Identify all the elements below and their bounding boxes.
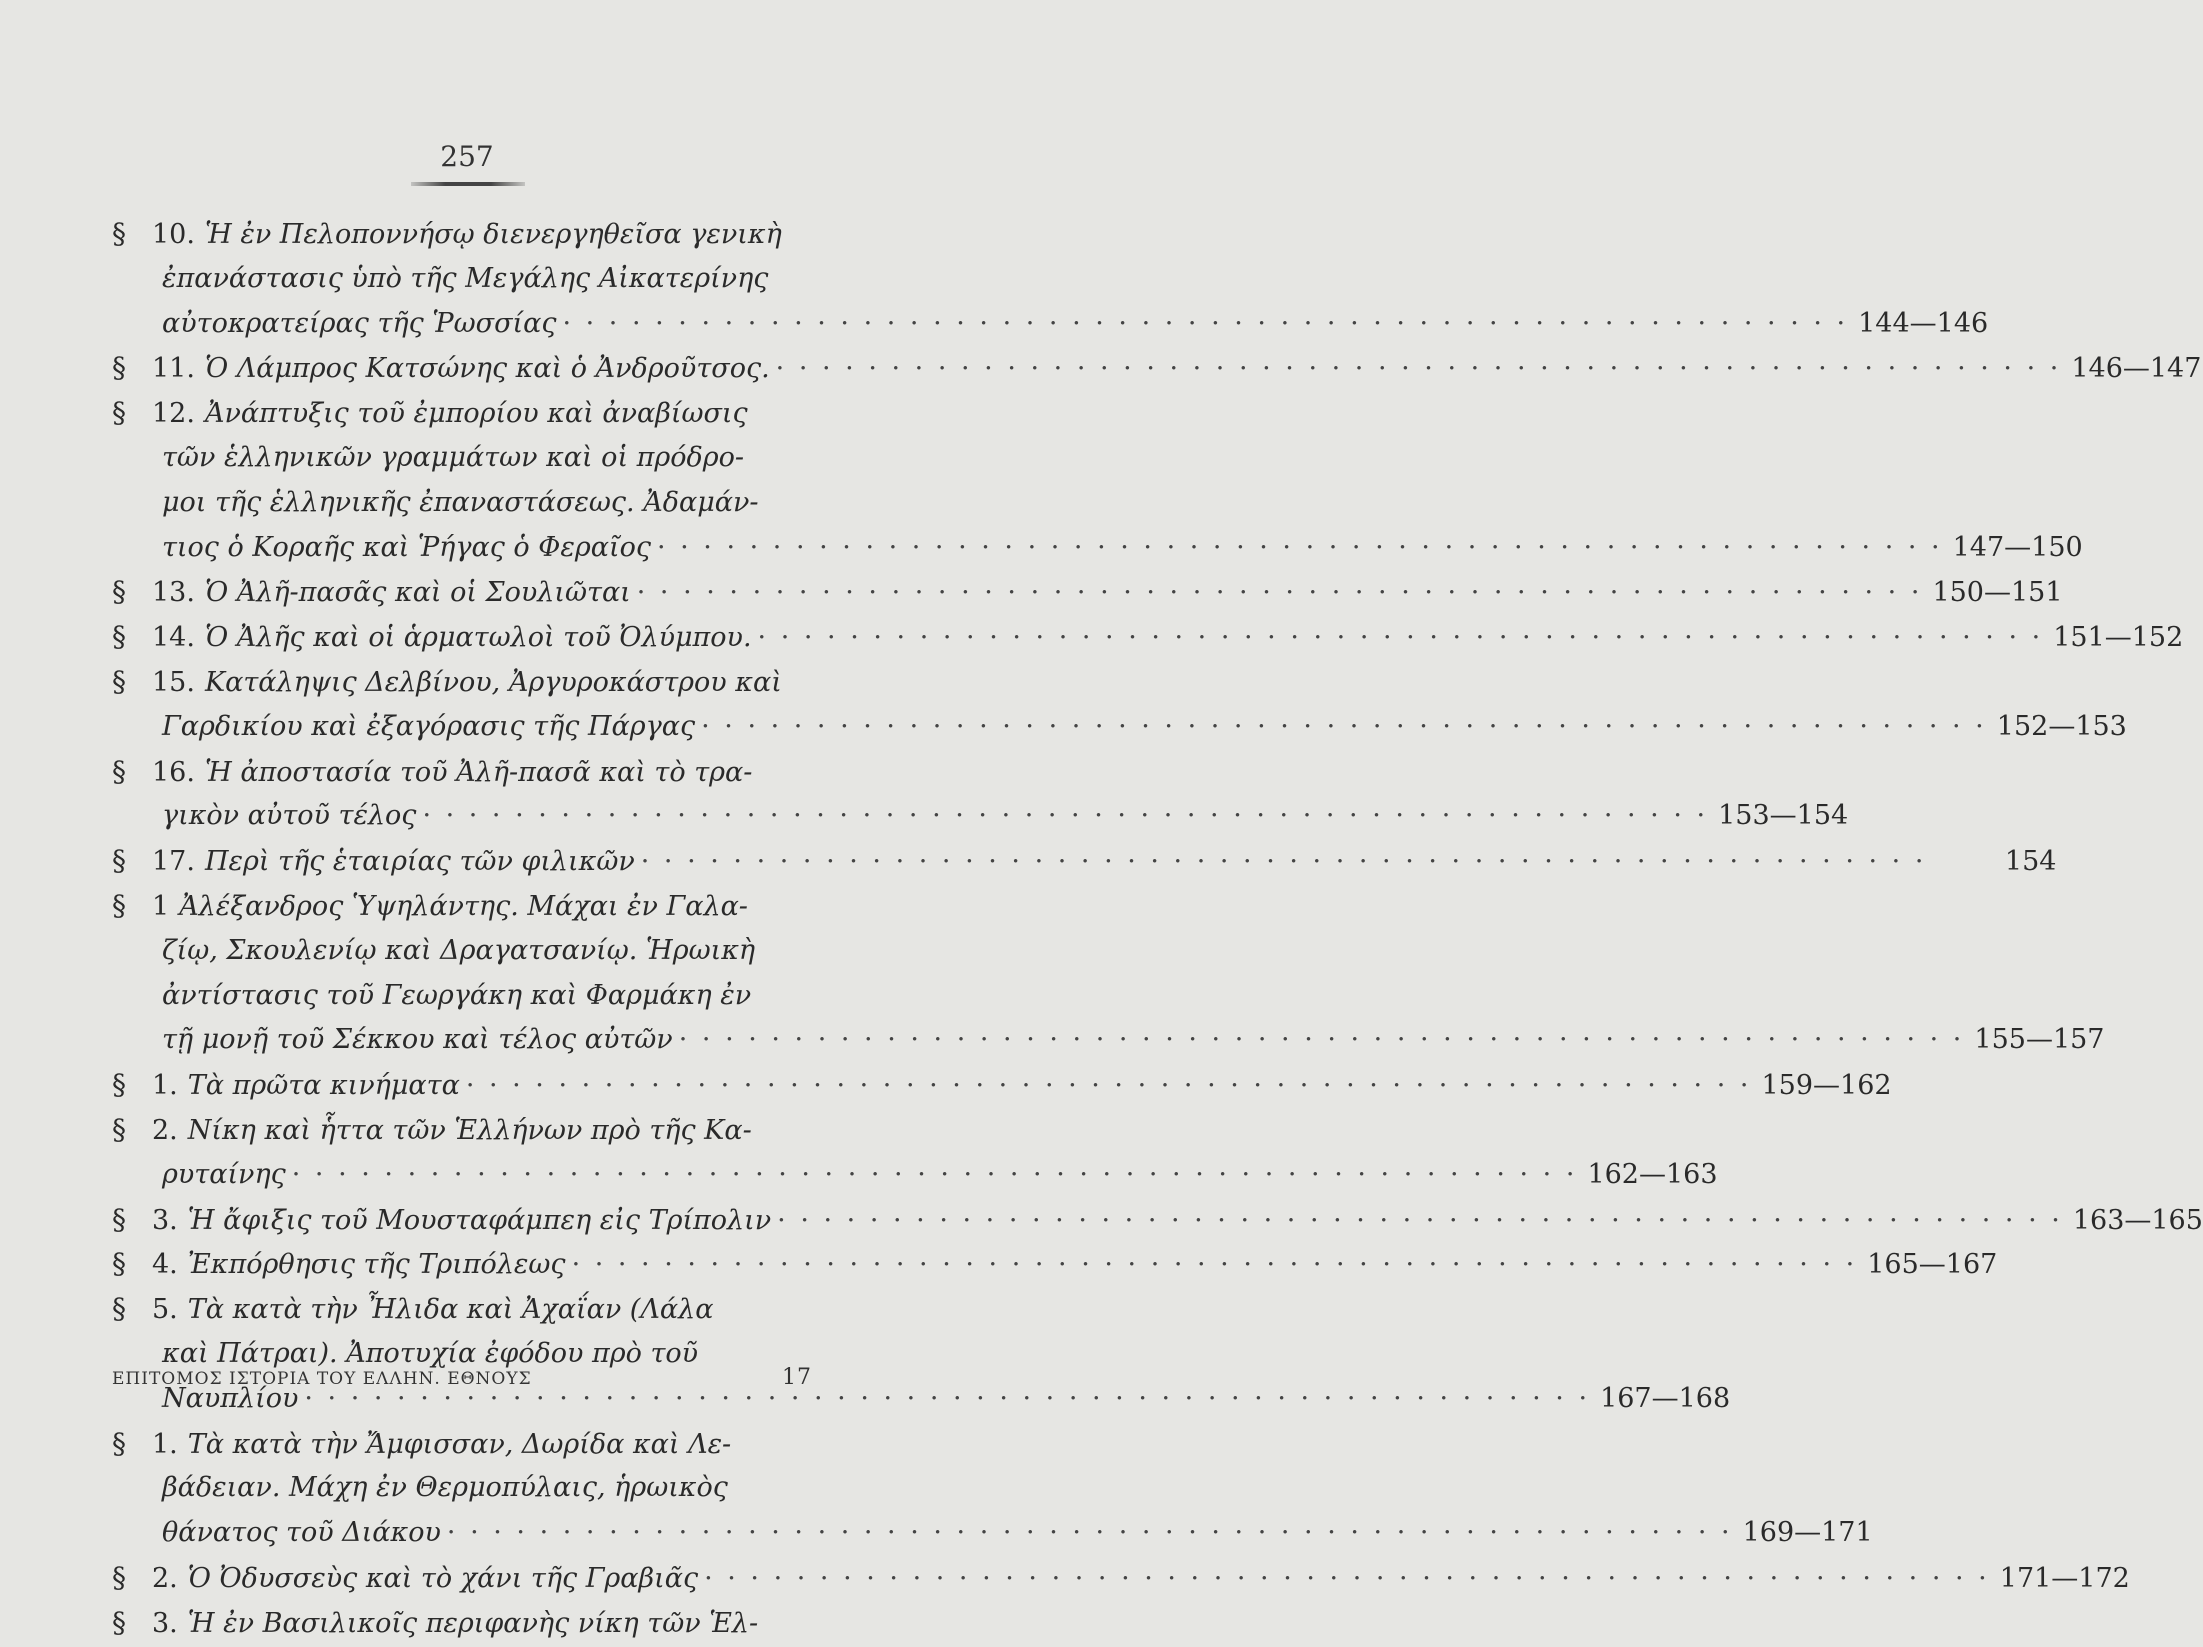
section-sign: § (112, 844, 126, 878)
section-sign: § (112, 217, 126, 250)
toc-entry-line (112, 346, 2202, 391)
toc-entry (112, 1063, 1892, 1108)
page-range: 153—154 (1718, 800, 1849, 832)
entry-title-text: βάδειαν. Μάχη ἐν Θερμοπύλαις, ἡρωικὸς (162, 1472, 728, 1504)
section-sign: § (112, 351, 126, 385)
toc-entry-line (112, 1018, 2105, 1063)
toc-entry (112, 884, 2105, 1063)
toc-entry-line (112, 929, 812, 974)
entry-title-text: Γαρδικίου καὶ ἐξαγόρασις τῆς Πάργας (162, 710, 696, 742)
toc-entry (112, 1108, 1718, 1198)
page-range: 152—153 (1996, 710, 2127, 742)
toc-entry-line (112, 1601, 812, 1646)
dot-leader (695, 705, 1987, 750)
section-number: 12. (152, 398, 195, 430)
page-range: 163—165 (2072, 1204, 2203, 1236)
entry-title-text: ρυταίνης (162, 1158, 286, 1190)
toc-entry (112, 660, 2127, 750)
page-range: 155—157 (1974, 1024, 2105, 1056)
toc-entry-line (112, 391, 812, 436)
toc-entry-line (112, 1422, 812, 1467)
toc-entry-line (112, 257, 812, 302)
entry-title-text: Τὰ πρῶτα κινήματα (187, 1070, 460, 1102)
section-number: 2. (152, 1114, 178, 1146)
page-range: 167—168 (1600, 1382, 1731, 1414)
page-range: 165—167 (1867, 1249, 1998, 1281)
toc-entry (112, 1287, 1731, 1421)
toc-entry (112, 1198, 2203, 1243)
toc-entry-line (112, 481, 812, 526)
footer-book-title: ΕΠΙΤΟΜΟΣ ΙΣΤΟΡΙΑ ΤΟΥ ΕΛΛΗΝ. ΕΘΝΟΥΣ (112, 1369, 532, 1389)
entry-title-text: Ἐκπόρθησις τῆς Τριπόλεως (187, 1249, 566, 1281)
section-number: 16. (152, 756, 195, 788)
table-of-contents (112, 212, 2203, 1646)
dot-leader (566, 1243, 1858, 1288)
section-number: 1. (152, 1070, 178, 1102)
toc-entry (112, 212, 1989, 346)
entry-title-text: γικὸν αὐτοῦ τέλος (162, 800, 417, 832)
entry-title-text: Ἀνάπτυξις τοῦ ἐμπορίου καὶ ἀναβίωσις (204, 398, 748, 430)
section-sign: § (112, 888, 126, 922)
dot-leader (556, 302, 1848, 347)
entry-title-text: Ὁ Λάμπρος Κατσώνης καὶ ὁ Ἀνδροῦτσος. (204, 353, 770, 385)
toc-entry-line (112, 1198, 2203, 1243)
section-sign: § (112, 1247, 126, 1281)
entry-title-text: ἐπανάστασις ὑπὸ τῆς Μεγάλης Αἰκατερίνης (162, 262, 769, 294)
entry-title-text: μοι τῆς ἑλληνικῆς ἐπαναστάσεως. Ἀδαμάν- (162, 486, 759, 518)
toc-entry (112, 839, 2057, 884)
page-range: 154 (2004, 846, 2057, 878)
dot-leader (635, 840, 1927, 885)
toc-entry-line (112, 302, 1989, 347)
toc-entry (112, 615, 2184, 660)
section-sign: § (112, 754, 126, 788)
toc-entry-line (112, 1287, 812, 1332)
page-range: 144—146 (1858, 307, 1989, 339)
toc-entry-line (112, 974, 812, 1019)
dot-leader (460, 1064, 1752, 1109)
toc-entry-line (112, 1108, 812, 1153)
toc-entry-line (112, 212, 812, 257)
dot-leader (286, 1153, 1578, 1198)
entry-title-text: Ἡ ἀποστασία τοῦ Ἀλῆ-πασᾶ καὶ τὸ τρα- (204, 756, 753, 788)
toc-entry-line (112, 1466, 812, 1511)
section-sign: § (112, 1560, 126, 1594)
entry-title-text: Ὁ Ἀλῆ-πασᾶς καὶ οἱ Σουλιῶται (204, 577, 631, 609)
entry-title-text: ἀντίστασις τοῦ Γεωργάκη καὶ Φαρμάκη ἐν (162, 979, 752, 1011)
page-range: 147—150 (1952, 531, 2083, 563)
dot-leader (770, 347, 2062, 392)
entry-title-text: τῇ μονῇ τοῦ Σέκκου καὶ τέλος αὐτῶν (162, 1024, 673, 1056)
entry-title-text: Τὰ κατὰ τὴν Ἦλιδα καὶ Ἀχαΐαν (Λάλα (187, 1294, 714, 1326)
entry-title-text: Ναυπλίου (162, 1382, 299, 1414)
page-footer (112, 1365, 812, 1390)
page-number-ornament-rule (411, 182, 525, 186)
footer-signature-mark: 17 (782, 1365, 812, 1390)
section-number: 11. (152, 353, 195, 385)
entry-title-text: Κατάληψις Δελβίνου, Ἀργυροκάστρου καὶ (204, 666, 782, 698)
section-sign: § (112, 1426, 126, 1460)
toc-entry (112, 1601, 812, 1646)
toc-entry (112, 346, 2202, 391)
section-number: 10. (152, 219, 195, 250)
page-range: 162—163 (1587, 1158, 1718, 1190)
entry-title-text: τιος ὁ Κοραῆς καὶ Ῥήγας ὁ Φεραῖος (162, 531, 651, 563)
page-range: 159—162 (1761, 1070, 1892, 1102)
toc-entry-line (112, 1063, 1892, 1108)
section-number: 1 (152, 890, 170, 922)
entry-title-text: Ὁ Ἀλῆς καὶ οἱ ἁρματωλοὶ τοῦ Ὀλύμπου. (204, 622, 752, 654)
section-sign: § (112, 1112, 126, 1146)
page-range: 151—152 (2053, 622, 2184, 654)
entry-title-text: τῶν ἑλληνικῶν γραμμάτων καὶ οἱ πρόδρο- (162, 441, 744, 473)
page-range: 146—147 (2071, 353, 2202, 385)
toc-entry (112, 1422, 1873, 1556)
entry-title-text: Ἀλέξανδρος Ὑψηλάντης. Μάχαι ἐν Γαλα- (179, 890, 748, 922)
dot-leader (771, 1199, 2063, 1244)
entry-title-text: Ὁ Ὀδυσσεὺς καὶ τὸ χάνι τῆς Γραβιᾶς (187, 1562, 699, 1594)
toc-entry-line (112, 1556, 2130, 1601)
entry-title-text: ζίῳ, Σκουλενίῳ καὶ Δραγατσανίῳ. Ἡρωικὴ (162, 934, 756, 966)
toc-entry-line (112, 705, 2127, 750)
section-number: 4. (152, 1249, 178, 1281)
dot-leader (416, 794, 1708, 839)
section-sign: § (112, 1292, 126, 1326)
entry-title-text: καὶ Πάτραι). Ἀποτυχία ἐφόδου πρὸ τοῦ (162, 1337, 699, 1369)
toc-entry-line (112, 794, 1849, 839)
toc-entry-line (112, 615, 2184, 660)
toc-entry (112, 1242, 1998, 1287)
page-range: 169—171 (1742, 1517, 1873, 1549)
page-number: 257 (440, 140, 494, 173)
dot-leader (631, 571, 1923, 616)
section-sign: § (112, 664, 126, 698)
toc-entry-line (112, 570, 2063, 615)
dot-leader (698, 1557, 1990, 1602)
dot-leader (651, 526, 1943, 571)
section-number: 1. (152, 1428, 178, 1460)
section-number: 3. (152, 1607, 178, 1639)
section-sign: § (112, 1068, 126, 1102)
entry-title-text: Νίκη καὶ ἧττα τῶν Ἑλλήνων πρὸ τῆς Κα- (187, 1114, 752, 1146)
entry-title-text: Ἡ ἐν Βασιλικοῖς περιφανὴς νίκη τῶν Ἑλ- (187, 1607, 759, 1639)
entry-title-text: Ἡ ἄφιξις τοῦ Μουσταφάμπεη εἰς Τρίπολιν (187, 1204, 772, 1236)
toc-entry-line (112, 750, 812, 795)
toc-entry (112, 1556, 2130, 1601)
section-number: 15. (152, 666, 195, 698)
dot-leader (441, 1511, 1733, 1556)
dot-leader (752, 616, 2044, 661)
toc-entry-line (112, 526, 2083, 571)
entry-title-text: Ἡ ἐν Πελοποννήσῳ διενεργηθεῖσα γενικὴ (204, 219, 782, 250)
entry-title-text: Τὰ κατὰ τὴν Ἄμφισσαν, Δωρίδα καὶ Λε- (187, 1428, 732, 1460)
section-number: 14. (152, 622, 195, 654)
toc-entry-line (112, 660, 812, 705)
toc-entry-line (112, 884, 812, 929)
page-range: 150—151 (1932, 577, 2063, 609)
section-number: 2. (152, 1562, 178, 1594)
toc-entry-line (112, 1511, 1873, 1556)
entry-title-text: αὐτοκρατείρας τῆς Ῥωσσίας (162, 307, 557, 339)
dot-leader (673, 1018, 1965, 1063)
section-sign: § (112, 1605, 126, 1639)
section-number: 17. (152, 846, 195, 878)
toc-entry-line (112, 839, 2057, 884)
section-sign: § (112, 396, 126, 430)
section-sign: § (112, 1202, 126, 1236)
toc-entry (112, 750, 1849, 840)
entry-title-text: Περὶ τῆς ἑταιρίας τῶν φιλικῶν (204, 846, 635, 878)
entry-title-text: θάνατος τοῦ Διάκου (162, 1517, 441, 1549)
section-sign: § (112, 575, 126, 609)
toc-entry (112, 391, 2083, 570)
section-sign: § (112, 620, 126, 654)
toc-entry-line (112, 436, 812, 481)
toc-entry-line (112, 1242, 1998, 1287)
section-number: 3. (152, 1204, 178, 1236)
section-number: 5. (152, 1294, 178, 1326)
page-range: 171—172 (1999, 1562, 2130, 1594)
toc-entry-line (112, 1153, 1718, 1198)
section-number: 13. (152, 577, 195, 609)
toc-entry (112, 570, 2063, 615)
